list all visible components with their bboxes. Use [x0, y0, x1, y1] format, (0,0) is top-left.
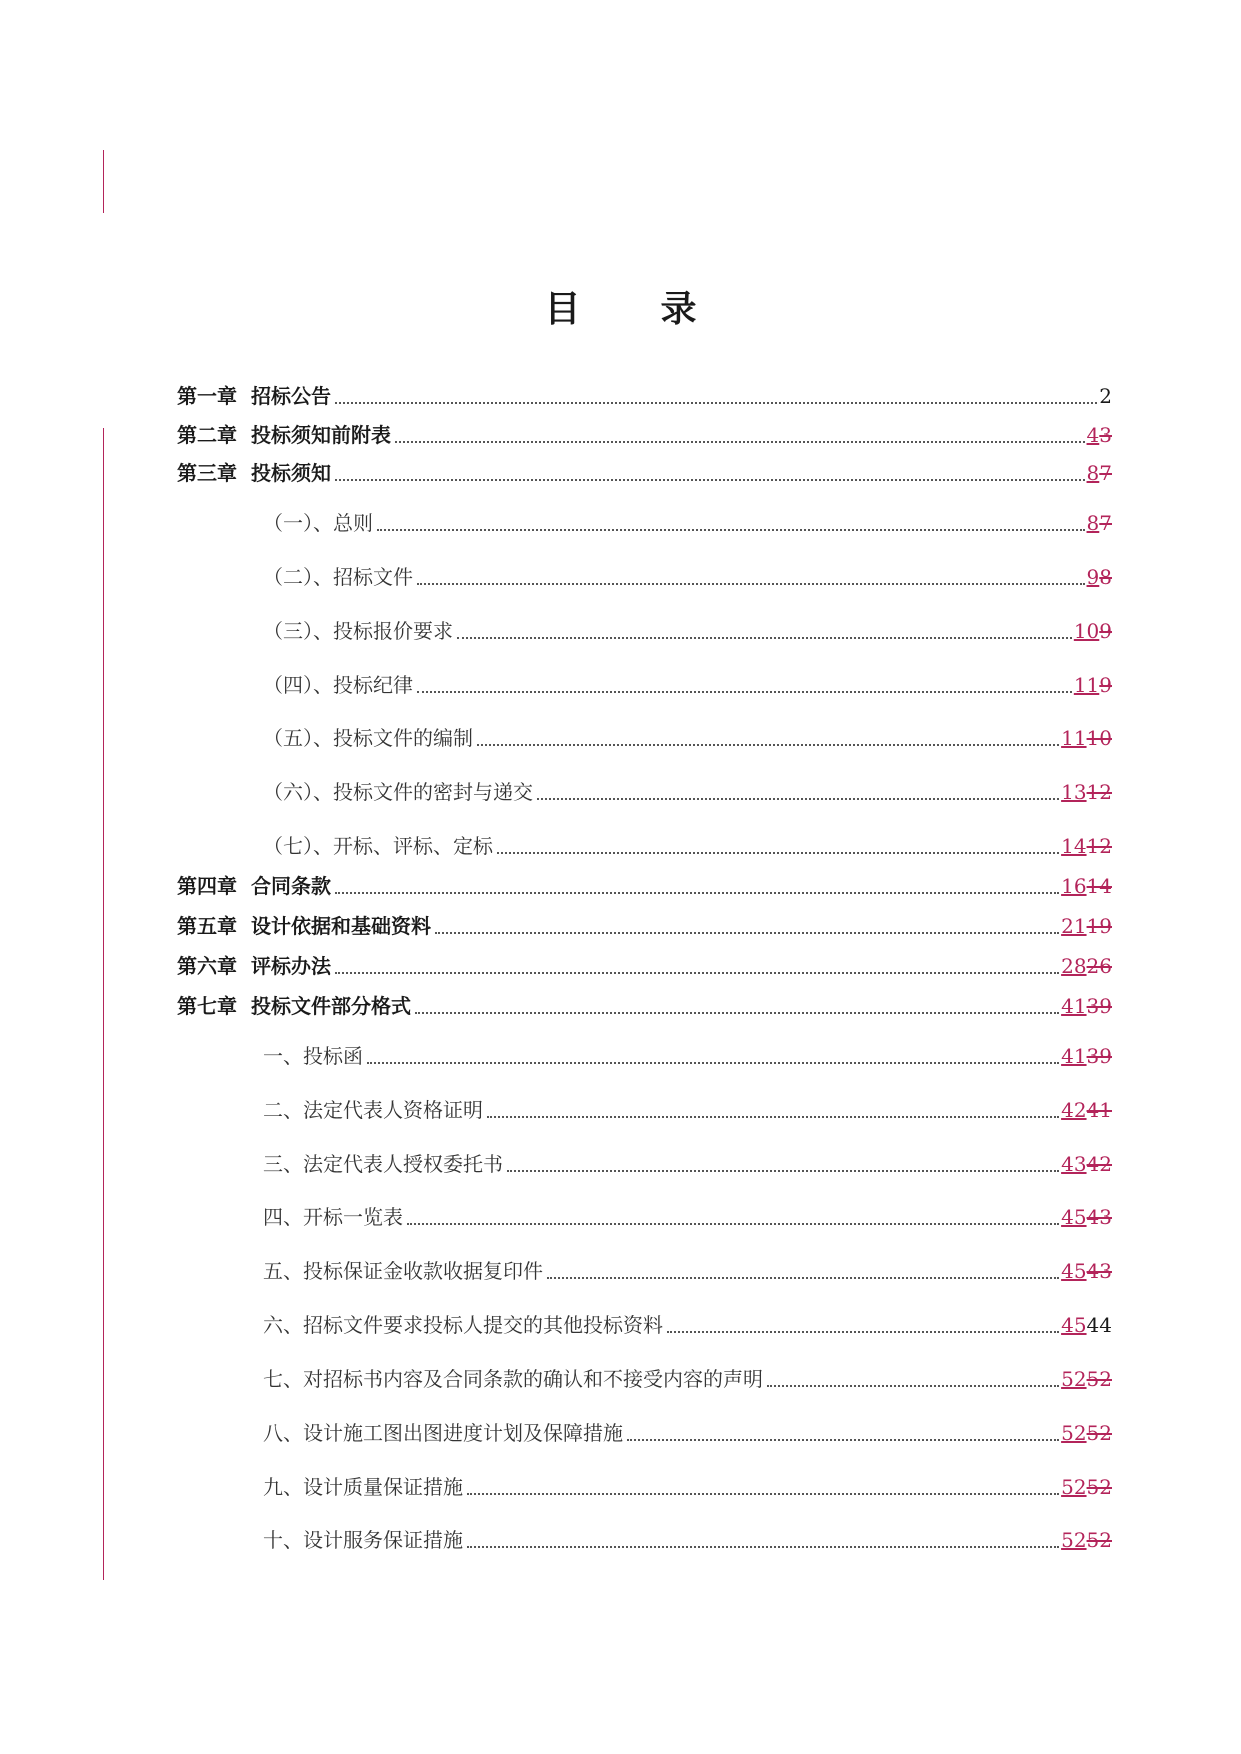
toc-entry-title: 四、开标一览表 — [263, 1205, 403, 1229]
toc-chapter-entry[interactable] — [177, 871, 1112, 901]
toc-entry-label — [263, 723, 473, 753]
page-number-inserted: 16 — [1061, 874, 1087, 898]
toc-page-number — [1061, 1364, 1112, 1394]
toc-entry-label — [263, 616, 453, 646]
toc-page-number — [1061, 1418, 1112, 1448]
toc-entry-label — [263, 1095, 483, 1125]
page-number-inserted: 8 — [1086, 461, 1100, 485]
page-number-inserted: 11 — [1073, 673, 1100, 697]
toc-dot-leader — [497, 851, 1059, 854]
page-number-inserted: 10 — [1073, 619, 1100, 643]
toc-dot-leader — [537, 797, 1059, 800]
page-number-deleted: 12 — [1086, 780, 1112, 804]
toc-section-entry[interactable] — [263, 1472, 1112, 1502]
toc-page-number — [1061, 1095, 1112, 1125]
page-number-inserted: 41 — [1061, 1044, 1087, 1068]
toc-entry-title: 七、对招标书内容及合同条款的确认和不接受内容的声明 — [263, 1367, 763, 1391]
toc-entry-title: 设计依据和基础资料 — [251, 914, 431, 938]
toc-entry-label — [263, 1149, 503, 1179]
toc-section-entry[interactable] — [263, 1418, 1112, 1448]
toc-dot-leader — [767, 1384, 1059, 1387]
toc-section-entry[interactable] — [263, 1525, 1112, 1555]
page-number-inserted: 45 — [1061, 1313, 1087, 1337]
page-number-deleted: 26 — [1086, 954, 1112, 978]
toc-entry-title: 二、法定代表人资格证明 — [263, 1098, 483, 1122]
page-number-deleted: 12 — [1086, 834, 1112, 858]
toc-page-number — [1061, 1256, 1112, 1286]
toc-dot-leader — [627, 1438, 1059, 1441]
page-number-deleted: 52 — [1086, 1475, 1112, 1499]
page-number-inserted: 8 — [1086, 511, 1100, 535]
toc-chapter-entry[interactable] — [177, 420, 1112, 450]
toc-dot-leader — [415, 1011, 1059, 1014]
toc-entry-label — [263, 1364, 763, 1394]
page-number-deleted: 41 — [1086, 1098, 1112, 1122]
toc-chapter-number: 第三章 — [177, 461, 237, 485]
page-number-deleted: 52 — [1086, 1421, 1112, 1445]
toc-dot-leader — [477, 743, 1059, 746]
toc-chapter-number: 第二章 — [177, 423, 237, 447]
page-number-deleted: 52 — [1086, 1367, 1112, 1391]
toc-section-entry[interactable] — [263, 670, 1112, 700]
toc-entry-label — [177, 951, 331, 981]
toc-page-number — [1061, 1149, 1112, 1179]
page-number-inserted: 4 — [1086, 423, 1100, 447]
page-number-inserted: 21 — [1061, 914, 1087, 938]
page-number-inserted: 11 — [1061, 726, 1087, 750]
toc-page-number — [1087, 458, 1112, 488]
toc-entry-title: 合同条款 — [251, 874, 331, 898]
toc-section-entry[interactable] — [263, 1364, 1112, 1394]
page-number-deleted: 14 — [1086, 874, 1112, 898]
toc-page-number — [1061, 831, 1112, 861]
toc-dot-leader — [487, 1115, 1059, 1118]
toc-entry-label — [263, 1041, 363, 1071]
page-number-deleted: 43 — [1086, 1259, 1112, 1283]
toc-entry-label — [263, 1472, 463, 1502]
page-number-inserted: 28 — [1061, 954, 1087, 978]
toc-entry-title: 六、招标文件要求投标人提交的其他投标资料 — [263, 1313, 663, 1337]
toc-dot-leader — [367, 1061, 1059, 1064]
page-number-deleted: 10 — [1086, 726, 1112, 750]
page-number-deleted: 43 — [1086, 1205, 1112, 1229]
page-number-inserted: 52 — [1061, 1421, 1087, 1445]
toc-entry-title: （七）、开标、评标、定标 — [263, 834, 493, 858]
toc-dot-leader — [667, 1330, 1059, 1333]
page-number-inserted: 14 — [1061, 834, 1087, 858]
toc-section-entry[interactable] — [263, 1041, 1112, 1071]
toc-section-entry[interactable] — [263, 508, 1112, 538]
page-number-deleted: 39 — [1086, 994, 1112, 1018]
toc-entry-title: 一、投标函 — [263, 1044, 363, 1068]
toc-page-number — [1087, 562, 1112, 592]
toc-entry-title: （四）、投标纪律 — [263, 673, 413, 697]
toc-page-number — [1087, 508, 1112, 538]
toc-section-entry[interactable] — [263, 1095, 1112, 1125]
toc-entry-label — [263, 670, 413, 700]
page-number-inserted: 13 — [1061, 780, 1087, 804]
toc-entry-title: 九、设计质量保证措施 — [263, 1475, 463, 1499]
toc-section-entry[interactable] — [263, 831, 1112, 861]
toc-page-number — [1061, 911, 1112, 941]
toc-entry-label — [263, 1310, 663, 1340]
toc-dot-leader — [335, 971, 1059, 974]
toc-page-number — [1061, 1202, 1112, 1232]
toc-page-number — [1074, 670, 1112, 700]
toc-entry-title: 招标公告 — [251, 384, 331, 408]
toc-section-entry[interactable] — [263, 777, 1112, 807]
toc-dot-leader — [467, 1492, 1059, 1495]
toc-dot-leader — [417, 690, 1072, 693]
toc-entry-title: （六）、投标文件的密封与递交 — [263, 780, 533, 804]
page-number-deleted: 9 — [1099, 619, 1112, 643]
toc-entry-label — [263, 1418, 623, 1448]
toc-entry-label — [263, 1256, 543, 1286]
toc-entry-title: （一）、总则 — [263, 511, 373, 535]
page-number-inserted: 43 — [1061, 1152, 1087, 1176]
toc-page-number — [1061, 1472, 1112, 1502]
page-number-deleted: 19 — [1086, 914, 1112, 938]
toc-dot-leader — [435, 931, 1059, 934]
page-number-inserted: 42 — [1061, 1098, 1087, 1122]
toc-entry-label — [263, 777, 533, 807]
page-number-inserted: 52 — [1061, 1475, 1087, 1499]
toc-page-number — [1099, 381, 1112, 411]
toc-entry-label — [263, 562, 413, 592]
toc-page-number — [1061, 991, 1112, 1021]
page-number-deleted: 42 — [1086, 1152, 1112, 1176]
page-number-inserted: 45 — [1061, 1259, 1087, 1283]
toc-page-number — [1061, 1310, 1112, 1340]
toc-chapter-entry[interactable] — [177, 911, 1112, 941]
page-number-inserted: 52 — [1061, 1528, 1087, 1552]
toc-dot-leader — [507, 1169, 1059, 1172]
toc-page-number — [1061, 1525, 1112, 1555]
toc-entry-title: 评标办法 — [251, 954, 331, 978]
toc-dot-leader — [335, 401, 1097, 404]
page-number-inserted: 45 — [1061, 1205, 1087, 1229]
toc-page-number — [1061, 871, 1112, 901]
toc-entry-title: 五、投标保证金收款收据复印件 — [263, 1259, 543, 1283]
page-number-inserted: 52 — [1061, 1367, 1087, 1391]
toc-entry-title: 投标须知前附表 — [251, 423, 391, 447]
toc-dot-leader — [467, 1545, 1059, 1548]
toc-chapter-entry[interactable] — [177, 381, 1112, 411]
toc-entry-title: （二）、招标文件 — [263, 565, 413, 589]
toc-dot-leader — [547, 1276, 1059, 1279]
title-char-2: 录 — [660, 289, 697, 330]
toc-section-entry[interactable] — [263, 562, 1112, 592]
page-number: 44 — [1086, 1313, 1112, 1337]
toc-page-number — [1087, 420, 1112, 450]
page-number-inserted: 9 — [1086, 565, 1100, 589]
page-number-deleted: 8 — [1099, 565, 1112, 589]
page-number-deleted: 7 — [1099, 461, 1112, 485]
toc-chapter-entry[interactable] — [177, 458, 1112, 488]
toc-entry-label — [263, 1202, 403, 1232]
page-number-deleted: 9 — [1099, 673, 1112, 697]
toc-dot-leader — [335, 891, 1059, 894]
toc-entry-label — [177, 458, 331, 488]
toc-entry-title: 八、设计施工图出图进度计划及保障措施 — [263, 1421, 623, 1445]
toc-dot-leader — [377, 528, 1085, 531]
toc-entry-title: 三、法定代表人授权委托书 — [263, 1152, 503, 1176]
toc-entry-title: （三）、投标报价要求 — [263, 619, 453, 643]
title-char-1: 目 — [544, 289, 581, 330]
toc-entry-label — [177, 871, 331, 901]
toc-section-entry[interactable] — [263, 1202, 1112, 1232]
toc-entry-label — [177, 420, 391, 450]
toc-chapter-number: 第一章 — [177, 384, 237, 408]
toc-chapter-entry[interactable] — [177, 991, 1112, 1021]
page-number: 2 — [1099, 384, 1112, 408]
toc-page-number — [1061, 723, 1112, 753]
toc-chapter-number: 第四章 — [177, 874, 237, 898]
toc-page-number — [1061, 951, 1112, 981]
toc-entry-title: 投标文件部分格式 — [251, 994, 411, 1018]
toc-entry-title: 十、设计服务保证措施 — [263, 1528, 463, 1552]
toc-entry-label — [177, 991, 411, 1021]
toc-entry-label — [177, 381, 331, 411]
toc-dot-leader — [457, 636, 1072, 639]
toc-dot-leader — [335, 478, 1085, 481]
toc-page-number — [1061, 1041, 1112, 1071]
toc-section-entry[interactable] — [263, 723, 1112, 753]
toc-chapter-number: 第五章 — [177, 914, 237, 938]
page-number-deleted: 3 — [1099, 423, 1112, 447]
toc-section-entry[interactable] — [263, 1149, 1112, 1179]
page-number-inserted: 41 — [1061, 994, 1087, 1018]
toc-page-number — [1074, 616, 1112, 646]
toc-entry-label — [263, 831, 493, 861]
toc-dot-leader — [417, 582, 1085, 585]
toc-entry-label — [177, 911, 431, 941]
toc-chapter-number: 第七章 — [177, 994, 237, 1018]
toc-entry-title: （五）、投标文件的编制 — [263, 726, 473, 750]
toc-entry-label — [263, 508, 373, 538]
toc-section-entry[interactable] — [263, 616, 1112, 646]
toc-section-entry[interactable] — [263, 1256, 1112, 1286]
page-number-deleted: 39 — [1086, 1044, 1112, 1068]
page-number-deleted: 52 — [1086, 1528, 1112, 1552]
toc-section-entry[interactable] — [263, 1310, 1112, 1340]
toc-dot-leader — [407, 1222, 1059, 1225]
toc-page-number — [1061, 777, 1112, 807]
toc-chapter-entry[interactable] — [177, 951, 1112, 981]
toc-entry-title: 投标须知 — [251, 461, 331, 485]
toc-dot-leader — [395, 440, 1085, 443]
toc-chapter-number: 第六章 — [177, 954, 237, 978]
toc-entry-label — [263, 1525, 463, 1555]
page-number-deleted: 7 — [1099, 511, 1112, 535]
